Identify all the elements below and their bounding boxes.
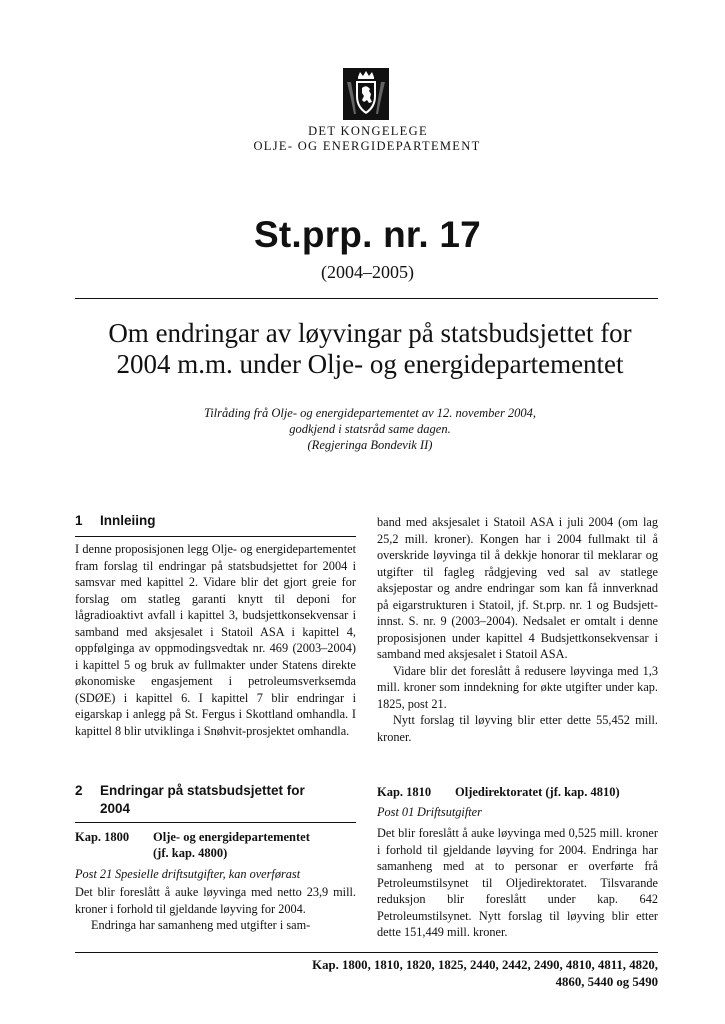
approval-line-1: Tilråding frå Olje- og energidepartementet av 12. november 2004, [203, 406, 537, 420]
section-2-underline [75, 822, 356, 823]
kap-1810-post-heading [377, 804, 658, 820]
kap-1810-heading [377, 784, 658, 800]
new-proposal-paragraph: Nytt forslag til løyving blir etter dette 55,452 mill. kroner. [377, 713, 658, 744]
kap-1800-body [75, 884, 356, 934]
approval-line-2: godkjend i statsråd same dagen. [289, 422, 451, 436]
kap-1810-post-label: Post 01 [377, 805, 415, 819]
approval-line-3: (Regjeringa Bondevik II) [307, 438, 433, 452]
kap-1810-label: Kap. 1810 [377, 785, 432, 799]
kap-1810-name: Oljedirektoratet (jf. kap. 4810) [455, 785, 620, 799]
kap-1800-label: Kap. 1800 [75, 830, 130, 844]
footer-divider [75, 952, 658, 953]
chapter-list-footer [200, 957, 658, 991]
section-1-number: 1 [75, 513, 83, 528]
approval-note [140, 405, 600, 453]
section-1-paragraph: I denne proposisjonen legg Olje- og energidepartementet fram forslag til endringar på statsbudsjettet for 2004 i samsvar med kapittel 2. Vidare blir det gjort greie for forslag om statleg garanti knytt til deponi for lågradioaktivt avfall i kapittel 3, budsjettkonsekvensar i samband med aksjesalet i Statoil ASA i kapittel 4, oppfølginga av oppmodingsvedtak nr. 469 (2003–2004) i kapittel 5 og bruk av fullmakter under Statens direkte økonomiske engasjement i petroleumsverksemda (SDØE) i kapittel 6. I kapittel 7 blir endringar i eigarskap i anlegg på St. Fergus i Skottland omhandla. I kapittel 8 blir utviklinga i Snøhvit-prosjektet omhandla. [75, 542, 356, 738]
chapter-list-line-1: Kap. 1800, 1810, 1820, 1825, 2440, 2442, 2490, 4810, 4811, 4820, [312, 958, 658, 972]
kap-1800-paragraph-2: Endringa har samanheng med utgifter i sam- [91, 918, 311, 932]
kap-1810-post-name: Driftsutgifter [417, 805, 482, 819]
section-1-underline [75, 536, 356, 537]
section-1-heading [75, 512, 356, 530]
kap-1800-post-name: Spesielle driftsutgifter, kan overførast [115, 867, 301, 881]
department-name [230, 124, 506, 154]
section-2-heading [75, 782, 356, 818]
chapter-list-line-2: 4860, 5440 og 5490 [555, 975, 658, 989]
proposition-title-line-2: 2004 m.m. under Olje- og energidepartementet [116, 349, 624, 379]
section-2-number: 2 [75, 783, 83, 798]
section-1-title: Innleiing [100, 513, 156, 528]
reduction-paragraph: Vidare blir det foreslått å redusere løyvinga med 1,3 mill. kroner som inndekning for økte utgifter under kap. 1825, post 21. [377, 663, 658, 711]
kap-1800-post-heading [75, 866, 356, 882]
right-column-top [377, 514, 658, 745]
kap-1800-continued-paragraph: band med aksjesalet i Statoil ASA i juli 2004 (om lag 25,2 mill. kroner). Kongen har i 2004 fullmakt til å overskride løyvinga til å dekkje honorar til meklarar og utgifter til fagleg rådgjeving ved sal av statlege aksjepostar og andre endringar som kan få innverknad på eigarstrukturen i Statoil, jf. St.prp. nr. 1 og Budsjett-innst. S. nr. 9 (2003–2004). Nedsalet er omtalt i denne proposisjonen under kapittel 4 Budsjettkonsekvensar i samband med aksjesalet i Statoil ASA. [377, 515, 658, 661]
department-line-1: DET KONGELEGE [308, 124, 428, 138]
kap-1800-paragraph-1: Det blir foreslått å auke løyvinga med netto 23,9 mill. kroner i forhold til gjeldande løyving for 2004. [75, 885, 356, 916]
section-2-title-line-2: 2004 [100, 801, 131, 816]
department-line-2: OLJE- OG ENERGIDEPARTEMENT [253, 139, 481, 153]
kap-1800-reference: (jf. kap. 4800) [153, 846, 228, 860]
kap-1800-name: Olje- og energidepartementet [153, 830, 310, 844]
kap-1800-heading [75, 829, 356, 861]
kap-1810-body [377, 825, 658, 941]
document-number: St.prp. nr. 17 [254, 214, 481, 255]
section-2-title-line-1: Endringar på statsbudsjettet for [100, 783, 305, 798]
kap-1800-post-label: Post 21 [75, 867, 113, 881]
royal-coat-of-arms-icon [343, 68, 389, 120]
kap-1810-paragraph: Det blir foreslått å auke løyvinga med 0,525 mill. kroner i forhold til gjeldande løyving for 2004. Endringa har samanheng med at to personar er overførte frå Petroleumstilsynet til Oljedirektoratet. Tilsvarande reduksjon blir foreslått under kap. 642 Petroleumstilsynet. Nytt forslag til løyving blir etter dette 151,449 mill. kroner. [377, 826, 658, 939]
proposition-title [60, 318, 680, 380]
title-divider-top [75, 298, 658, 299]
section-1-body [75, 541, 356, 739]
proposition-title-line-1: Om endringar av løyvingar på statsbudsjettet for [108, 318, 632, 348]
document-year: (2004–2005) [321, 262, 414, 282]
